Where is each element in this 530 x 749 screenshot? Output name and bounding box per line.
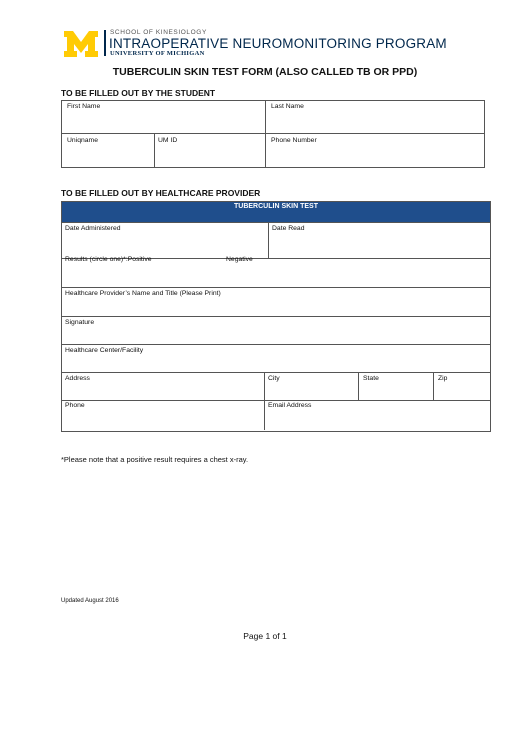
table-divider xyxy=(61,344,491,345)
table-divider xyxy=(61,400,491,401)
school-name: SCHOOL OF KINESIOLOGY xyxy=(110,29,207,36)
table-divider xyxy=(61,287,491,288)
provider-name-field[interactable]: Healthcare Provider’s Name and Title (Please Print) xyxy=(65,290,221,297)
chest-xray-note: *Please note that a positive result requires a chest x-ray. xyxy=(61,455,249,464)
results-positive-option[interactable]: Results (circle one)*:Positive xyxy=(65,256,152,263)
logo-divider xyxy=(104,30,106,56)
uniqname-field[interactable]: Uniqname xyxy=(67,137,98,144)
table-divider xyxy=(268,222,269,258)
provider-phone-field[interactable]: Phone xyxy=(65,402,85,409)
university-name: UNIVERSITY OF MICHIGAN xyxy=(110,50,205,57)
table-divider xyxy=(358,372,359,400)
results-negative-option[interactable]: Negative xyxy=(226,256,253,263)
table-divider xyxy=(433,372,434,400)
student-info-table xyxy=(61,100,485,168)
state-field[interactable]: State xyxy=(363,375,379,382)
facility-field[interactable]: Healthcare Center/Facility xyxy=(65,347,144,354)
signature-field[interactable]: Signature xyxy=(65,319,95,326)
band-title: TUBERCULIN SKIN TEST xyxy=(234,203,318,210)
program-name: INTRAOPERATIVE NEUROMONITORING PROGRAM xyxy=(109,36,447,51)
date-read-field[interactable]: Date Read xyxy=(272,225,305,232)
provider-section-heading: TO BE FILLED OUT BY HEALTHCARE PROVIDER xyxy=(61,188,261,198)
last-name-field[interactable]: Last Name xyxy=(271,103,304,110)
table-divider xyxy=(61,316,491,317)
email-field[interactable]: Email Address xyxy=(268,402,312,409)
table-divider xyxy=(61,133,485,134)
table-divider xyxy=(154,133,155,167)
updated-date: Updated August 2016 xyxy=(61,598,119,604)
university-m-logo xyxy=(64,31,98,57)
page-number: Page 1 of 1 xyxy=(243,631,287,641)
first-name-field[interactable]: First Name xyxy=(67,103,101,110)
form-title: TUBERCULIN SKIN TEST FORM (ALSO CALLED TB OR PPD) xyxy=(112,66,418,78)
table-divider xyxy=(265,100,266,167)
zip-field[interactable]: Zip xyxy=(438,375,448,382)
date-administered-field[interactable]: Date Administered xyxy=(65,225,121,232)
umid-field[interactable]: UM ID xyxy=(158,137,178,144)
city-field[interactable]: City xyxy=(268,375,280,382)
table-divider xyxy=(61,372,491,373)
student-phone-field[interactable]: Phone Number xyxy=(271,137,317,144)
address-field[interactable]: Address xyxy=(65,375,90,382)
student-section-heading: TO BE FILLED OUT BY THE STUDENT xyxy=(61,88,216,98)
table-divider xyxy=(264,372,265,430)
